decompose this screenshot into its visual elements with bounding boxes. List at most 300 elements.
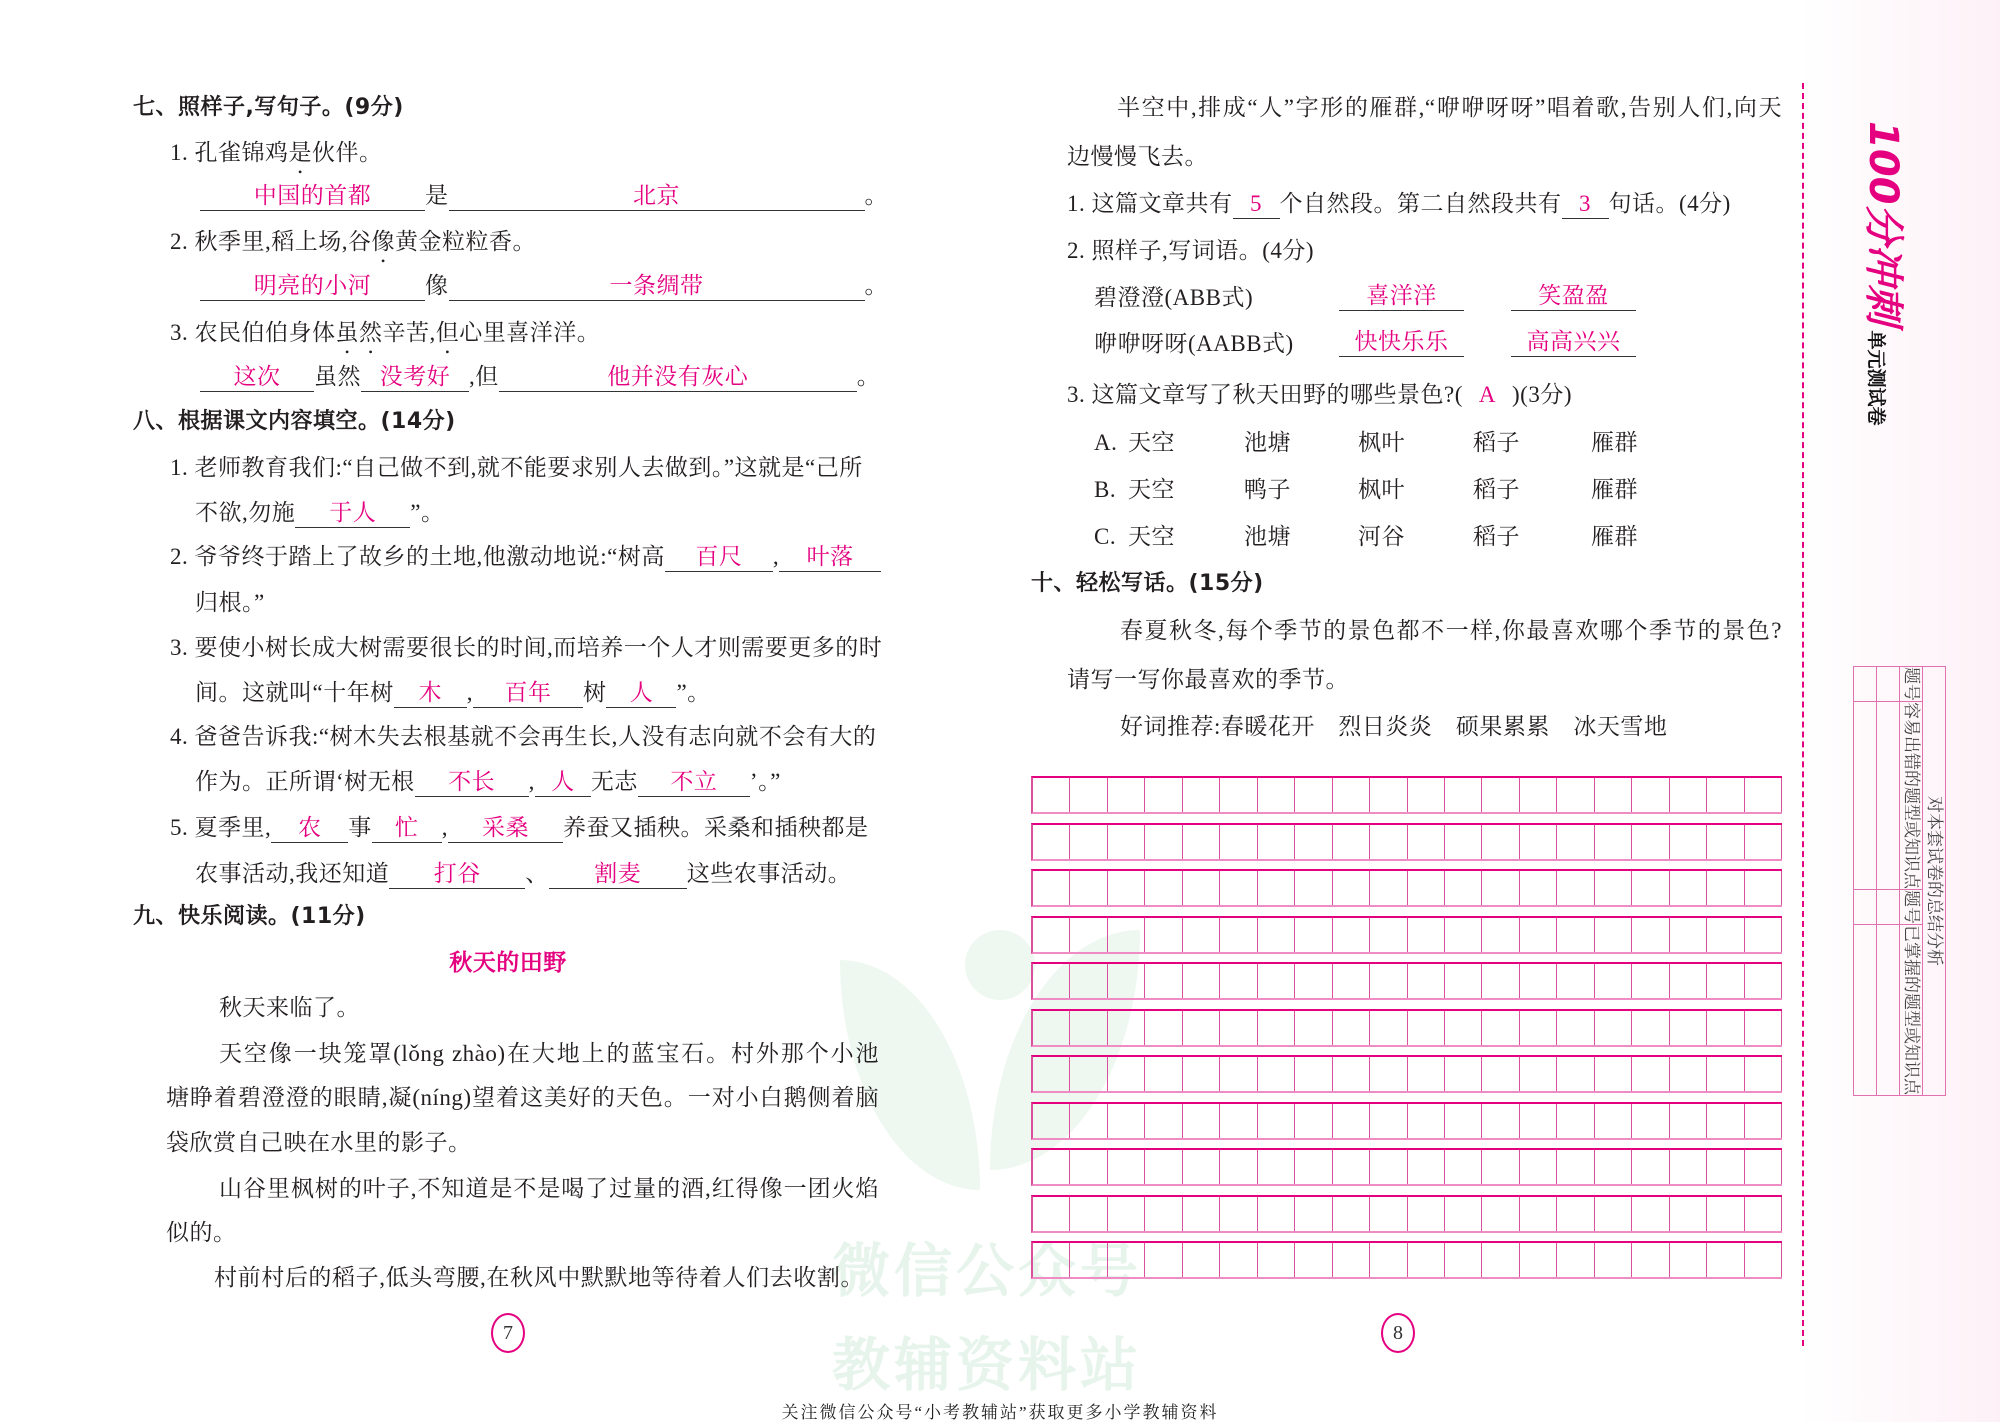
grid-cell[interactable] bbox=[1595, 1057, 1632, 1091]
summary-cell[interactable] bbox=[1854, 890, 1877, 925]
grid-cell[interactable] bbox=[1295, 778, 1332, 812]
grid-cell[interactable] bbox=[1595, 918, 1632, 952]
grid-cell[interactable] bbox=[1632, 1150, 1669, 1184]
answer-blank[interactable]: 不立 bbox=[638, 768, 750, 797]
grid-cell[interactable] bbox=[1707, 778, 1744, 812]
grid-cell[interactable] bbox=[1033, 1011, 1070, 1045]
grid-cell[interactable] bbox=[1333, 1243, 1370, 1277]
grid-cell[interactable] bbox=[1220, 778, 1257, 812]
summary-cell[interactable] bbox=[1877, 925, 1900, 1096]
answer-blank[interactable]: 高高兴兴 bbox=[1511, 328, 1636, 357]
grid-cell[interactable] bbox=[1445, 871, 1482, 905]
grid-cell[interactable] bbox=[1033, 964, 1070, 998]
grid-cell[interactable] bbox=[1445, 1150, 1482, 1184]
grid-cell[interactable] bbox=[1370, 871, 1407, 905]
grid-cell[interactable] bbox=[1258, 825, 1295, 859]
summary-col-question-no-2: 题号 bbox=[1900, 890, 1923, 925]
grid-cell[interactable] bbox=[1595, 1197, 1632, 1231]
grid-cell[interactable] bbox=[1070, 871, 1107, 905]
grid-cell[interactable] bbox=[1707, 964, 1744, 998]
grid-cell[interactable] bbox=[1520, 1011, 1557, 1045]
grid-cell[interactable] bbox=[1295, 1197, 1332, 1231]
grid-cell[interactable] bbox=[1220, 1150, 1257, 1184]
grid-cell[interactable] bbox=[1070, 1011, 1107, 1045]
sentence-text: 个自然段。第二自然段共有 bbox=[1279, 191, 1562, 216]
grid-cell[interactable] bbox=[1482, 825, 1519, 859]
grid-cell[interactable] bbox=[1183, 778, 1220, 812]
choice-answer[interactable]: A bbox=[1478, 382, 1496, 407]
grid-cell[interactable] bbox=[1482, 1057, 1519, 1091]
grid-cell[interactable] bbox=[1258, 1104, 1295, 1138]
grid-cell[interactable] bbox=[1258, 1197, 1295, 1231]
grid-cell[interactable] bbox=[1370, 825, 1407, 859]
grid-cell[interactable] bbox=[1295, 964, 1332, 998]
grid-cell[interactable] bbox=[1370, 778, 1407, 812]
grid-cell[interactable] bbox=[1557, 1150, 1594, 1184]
grid-cell[interactable] bbox=[1295, 918, 1332, 952]
grid-cell[interactable] bbox=[1745, 1150, 1782, 1184]
answer-blank[interactable]: 5 bbox=[1233, 190, 1280, 219]
grid-row bbox=[1031, 823, 1782, 861]
grid-cell[interactable] bbox=[1557, 918, 1594, 952]
answer-blank[interactable]: 割麦 bbox=[549, 860, 687, 889]
summary-cell[interactable] bbox=[1877, 667, 1900, 702]
passage-line: 塘睁着碧澄澄的眼睛,凝(níng)望着这美好的天色。一对小白鹅侧着脑 bbox=[166, 1085, 879, 1110]
grid-cell[interactable] bbox=[1520, 1197, 1557, 1231]
answer-blank[interactable]: 百年 bbox=[473, 679, 583, 708]
grid-cell[interactable] bbox=[1520, 918, 1557, 952]
punctuation: , bbox=[466, 680, 473, 705]
emphasized-word: 虽然 bbox=[335, 320, 383, 345]
grid-cell[interactable] bbox=[1070, 964, 1107, 998]
grid-cell[interactable] bbox=[1745, 825, 1782, 859]
grid-cell[interactable] bbox=[1295, 1150, 1332, 1184]
grid-cell[interactable] bbox=[1707, 871, 1744, 905]
grid-cell[interactable] bbox=[1408, 778, 1445, 812]
grid-cell[interactable] bbox=[1520, 1150, 1557, 1184]
grid-cell[interactable] bbox=[1557, 1197, 1594, 1231]
grid-cell[interactable] bbox=[1445, 964, 1482, 998]
grid-cell[interactable] bbox=[1070, 1243, 1107, 1277]
grid-cell[interactable] bbox=[1445, 1243, 1482, 1277]
grid-cell[interactable] bbox=[1745, 1057, 1782, 1091]
grid-cell[interactable] bbox=[1220, 1197, 1257, 1231]
grid-cell[interactable] bbox=[1445, 1197, 1482, 1231]
answer-blank[interactable]: 明亮的小河 bbox=[200, 272, 425, 301]
grid-cell[interactable] bbox=[1370, 1104, 1407, 1138]
grid-cell[interactable] bbox=[1670, 1150, 1707, 1184]
answer-blank[interactable]: 采桑 bbox=[448, 814, 563, 843]
grid-cell[interactable] bbox=[1033, 1104, 1070, 1138]
grid-cell[interactable] bbox=[1108, 1197, 1145, 1231]
grid-cell[interactable] bbox=[1632, 1011, 1669, 1045]
grid-cell[interactable] bbox=[1295, 1243, 1332, 1277]
grid-cell[interactable] bbox=[1370, 918, 1407, 952]
grid-cell[interactable] bbox=[1183, 1057, 1220, 1091]
grid-cell[interactable] bbox=[1670, 1104, 1707, 1138]
sentence-text: 像 bbox=[425, 273, 449, 298]
grid-cell[interactable] bbox=[1445, 778, 1482, 812]
grid-cell[interactable] bbox=[1408, 1011, 1445, 1045]
item-number: 1. bbox=[170, 455, 189, 480]
grid-cell[interactable] bbox=[1670, 1011, 1707, 1045]
grid-cell[interactable] bbox=[1745, 1243, 1782, 1277]
answer-blank[interactable]: 北京 bbox=[449, 182, 865, 211]
grid-cell[interactable] bbox=[1408, 825, 1445, 859]
grid-cell[interactable] bbox=[1445, 1104, 1482, 1138]
grid-cell[interactable] bbox=[1670, 1197, 1707, 1231]
answer-blank[interactable]: 喜洋洋 bbox=[1339, 282, 1464, 311]
answer-blank[interactable]: 人 bbox=[606, 679, 676, 708]
grid-cell[interactable] bbox=[1145, 1104, 1182, 1138]
grid-cell[interactable] bbox=[1707, 1057, 1744, 1091]
grid-cell[interactable] bbox=[1333, 871, 1370, 905]
grid-cell[interactable] bbox=[1632, 1197, 1669, 1231]
grid-cell[interactable] bbox=[1408, 1197, 1445, 1231]
grid-cell[interactable] bbox=[1108, 871, 1145, 905]
watermark-leaf bbox=[840, 960, 980, 1190]
grid-cell[interactable] bbox=[1707, 1150, 1744, 1184]
grid-cell[interactable] bbox=[1557, 1011, 1594, 1045]
grid-cell[interactable] bbox=[1033, 871, 1070, 905]
grid-cell[interactable] bbox=[1070, 1104, 1107, 1138]
grid-cell[interactable] bbox=[1745, 1011, 1782, 1045]
grid-cell[interactable] bbox=[1108, 918, 1145, 952]
grid-cell[interactable] bbox=[1108, 1243, 1145, 1277]
sentence-text: 虽然 bbox=[314, 364, 361, 389]
grid-cell[interactable] bbox=[1258, 964, 1295, 998]
grid-cell[interactable] bbox=[1408, 1104, 1445, 1138]
grid-cell[interactable] bbox=[1183, 1011, 1220, 1045]
q8-item-2 bbox=[170, 542, 881, 572]
grid-cell[interactable] bbox=[1295, 1057, 1332, 1091]
grid-cell[interactable] bbox=[1595, 1104, 1632, 1138]
grid-cell[interactable] bbox=[1670, 918, 1707, 952]
grid-cell[interactable] bbox=[1145, 1197, 1182, 1231]
grid-cell[interactable] bbox=[1632, 1104, 1669, 1138]
grid-cell[interactable] bbox=[1670, 1243, 1707, 1277]
grid-cell[interactable] bbox=[1557, 964, 1594, 998]
grid-cell[interactable] bbox=[1070, 1150, 1107, 1184]
grid-cell[interactable] bbox=[1145, 964, 1182, 998]
grid-cell[interactable] bbox=[1595, 871, 1632, 905]
writing-grid[interactable] bbox=[1031, 776, 1782, 1288]
grid-cell[interactable] bbox=[1595, 825, 1632, 859]
summary-cell[interactable] bbox=[1854, 667, 1877, 702]
grid-cell[interactable] bbox=[1070, 778, 1107, 812]
grid-cell[interactable] bbox=[1145, 918, 1182, 952]
grid-cell[interactable] bbox=[1258, 1011, 1295, 1045]
grid-cell[interactable] bbox=[1670, 825, 1707, 859]
grid-cell[interactable] bbox=[1183, 1150, 1220, 1184]
grid-cell[interactable] bbox=[1707, 1104, 1744, 1138]
grid-cell[interactable] bbox=[1670, 1057, 1707, 1091]
grid-cell[interactable] bbox=[1070, 825, 1107, 859]
grid-cell[interactable] bbox=[1333, 1011, 1370, 1045]
grid-row bbox=[1031, 1102, 1782, 1140]
grid-cell[interactable] bbox=[1595, 1150, 1632, 1184]
grid-cell[interactable] bbox=[1707, 825, 1744, 859]
grid-cell[interactable] bbox=[1745, 871, 1782, 905]
grid-cell[interactable] bbox=[1707, 1197, 1744, 1231]
grid-cell[interactable] bbox=[1520, 1057, 1557, 1091]
grid-cell[interactable] bbox=[1258, 1057, 1295, 1091]
grid-cell[interactable] bbox=[1070, 1197, 1107, 1231]
grid-cell[interactable] bbox=[1333, 964, 1370, 998]
grid-cell[interactable] bbox=[1220, 1057, 1257, 1091]
grid-cell[interactable] bbox=[1145, 871, 1182, 905]
grid-cell[interactable] bbox=[1520, 825, 1557, 859]
grid-cell[interactable] bbox=[1108, 778, 1145, 812]
grid-cell[interactable] bbox=[1408, 964, 1445, 998]
item-number: 3. bbox=[1067, 382, 1086, 407]
grid-cell[interactable] bbox=[1258, 778, 1295, 812]
grid-cell[interactable] bbox=[1108, 1057, 1145, 1091]
grid-cell[interactable] bbox=[1557, 1057, 1594, 1091]
grid-cell[interactable] bbox=[1370, 1011, 1407, 1045]
grid-cell[interactable] bbox=[1220, 871, 1257, 905]
answer-blank[interactable]: 于人 bbox=[295, 499, 410, 528]
grid-cell[interactable] bbox=[1632, 1243, 1669, 1277]
grid-cell[interactable] bbox=[1033, 918, 1070, 952]
grid-cell[interactable] bbox=[1482, 1011, 1519, 1045]
option-c[interactable]: C. bbox=[1094, 524, 1117, 549]
grid-cell[interactable] bbox=[1295, 1104, 1332, 1138]
grid-cell[interactable] bbox=[1520, 1104, 1557, 1138]
grid-cell[interactable] bbox=[1220, 825, 1257, 859]
grid-cell[interactable] bbox=[1632, 918, 1669, 952]
grid-cell[interactable] bbox=[1557, 1104, 1594, 1138]
grid-cell[interactable] bbox=[1520, 871, 1557, 905]
answer-blank[interactable]: 这次 bbox=[200, 363, 314, 392]
passage-line: 袋欣赏自己映在水里的影子。 bbox=[166, 1130, 472, 1155]
grid-cell[interactable] bbox=[1370, 1243, 1407, 1277]
grid-cell[interactable] bbox=[1595, 1243, 1632, 1277]
q9-q2-row-abb: 碧澄澄(ABB式) bbox=[1094, 285, 1254, 310]
grid-row bbox=[1031, 962, 1782, 1000]
grid-cell[interactable] bbox=[1707, 918, 1744, 952]
grid-cell[interactable] bbox=[1070, 918, 1107, 952]
grid-cell[interactable] bbox=[1145, 825, 1182, 859]
grid-cell[interactable] bbox=[1333, 1057, 1370, 1091]
grid-cell[interactable] bbox=[1033, 1197, 1070, 1231]
grid-cell[interactable] bbox=[1220, 918, 1257, 952]
summary-table bbox=[1853, 666, 1946, 1096]
grid-cell[interactable] bbox=[1108, 1011, 1145, 1045]
grid-cell[interactable] bbox=[1183, 1197, 1220, 1231]
grid-cell[interactable] bbox=[1632, 871, 1669, 905]
grid-cell[interactable] bbox=[1670, 871, 1707, 905]
grid-cell[interactable] bbox=[1445, 1057, 1482, 1091]
cut-line bbox=[1802, 83, 1804, 1346]
sentence-text: 句话。(4分) bbox=[1608, 191, 1731, 216]
grid-cell[interactable] bbox=[1595, 778, 1632, 812]
punctuation: ”。 bbox=[410, 500, 445, 525]
grid-cell[interactable] bbox=[1745, 964, 1782, 998]
grid-cell[interactable] bbox=[1183, 871, 1220, 905]
answer-blank[interactable]: 没考好 bbox=[361, 363, 469, 392]
grid-cell[interactable] bbox=[1482, 1197, 1519, 1231]
grid-cell[interactable] bbox=[1108, 1104, 1145, 1138]
brand-logo bbox=[1858, 121, 1915, 426]
grid-cell[interactable] bbox=[1670, 778, 1707, 812]
grid-cell[interactable] bbox=[1482, 778, 1519, 812]
grid-cell[interactable] bbox=[1145, 1057, 1182, 1091]
item-number: 2. bbox=[170, 229, 189, 254]
grid-row bbox=[1031, 1241, 1782, 1279]
sentence-text: 秋季里,稻上场,谷 bbox=[194, 229, 372, 254]
grid-cell[interactable] bbox=[1295, 825, 1332, 859]
grid-cell[interactable] bbox=[1183, 918, 1220, 952]
option-item: 稻子 bbox=[1473, 430, 1520, 455]
grid-cell[interactable] bbox=[1220, 964, 1257, 998]
grid-cell[interactable] bbox=[1408, 1150, 1445, 1184]
grid-cell[interactable] bbox=[1482, 964, 1519, 998]
grid-cell[interactable] bbox=[1632, 825, 1669, 859]
grid-cell[interactable] bbox=[1033, 778, 1070, 812]
grid-cell[interactable] bbox=[1295, 1011, 1332, 1045]
grid-cell[interactable] bbox=[1670, 964, 1707, 998]
summary-col-question-no: 题号 bbox=[1900, 667, 1923, 702]
grid-cell[interactable] bbox=[1033, 1243, 1070, 1277]
answer-blank[interactable]: 百尺 bbox=[665, 543, 773, 572]
answer-blank[interactable]: 打谷 bbox=[389, 860, 525, 889]
answer-blank[interactable]: 中国的首都 bbox=[200, 182, 425, 211]
grid-cell[interactable] bbox=[1408, 1243, 1445, 1277]
grid-cell[interactable] bbox=[1632, 964, 1669, 998]
grid-cell[interactable] bbox=[1445, 918, 1482, 952]
page-number-right: 8 bbox=[1381, 1313, 1415, 1353]
grid-cell[interactable] bbox=[1258, 1243, 1295, 1277]
grid-cell[interactable] bbox=[1595, 964, 1632, 998]
page-number-left: 7 bbox=[491, 1313, 525, 1353]
grid-cell[interactable] bbox=[1445, 1011, 1482, 1045]
grid-cell[interactable] bbox=[1370, 1057, 1407, 1091]
answer-blank[interactable]: 快快乐乐 bbox=[1339, 328, 1464, 357]
passage-line: 秋天来临了。 bbox=[219, 995, 360, 1020]
grid-cell[interactable] bbox=[1370, 1150, 1407, 1184]
grid-cell[interactable] bbox=[1220, 1243, 1257, 1277]
grid-cell[interactable] bbox=[1482, 1243, 1519, 1277]
answer-blank[interactable]: 不长 bbox=[415, 768, 529, 797]
sentence-text: 是 bbox=[425, 183, 449, 208]
grid-cell[interactable] bbox=[1220, 1104, 1257, 1138]
grid-cell[interactable] bbox=[1183, 825, 1220, 859]
grid-cell[interactable] bbox=[1745, 1104, 1782, 1138]
grid-cell[interactable] bbox=[1482, 918, 1519, 952]
grid-cell[interactable] bbox=[1707, 1011, 1744, 1045]
grid-cell[interactable] bbox=[1557, 825, 1594, 859]
grid-cell[interactable] bbox=[1520, 1243, 1557, 1277]
grid-cell[interactable] bbox=[1632, 1057, 1669, 1091]
grid-cell[interactable] bbox=[1183, 1243, 1220, 1277]
grid-cell[interactable] bbox=[1482, 1150, 1519, 1184]
grid-cell[interactable] bbox=[1258, 871, 1295, 905]
grid-cell[interactable] bbox=[1183, 1104, 1220, 1138]
summary-cell[interactable] bbox=[1854, 702, 1877, 890]
sentence-text: 无志 bbox=[590, 769, 638, 794]
grid-cell[interactable] bbox=[1258, 1150, 1295, 1184]
grid-cell[interactable] bbox=[1408, 918, 1445, 952]
q7-item-2 bbox=[170, 227, 536, 268]
grid-cell[interactable] bbox=[1408, 1057, 1445, 1091]
grid-cell[interactable] bbox=[1295, 871, 1332, 905]
grid-cell[interactable] bbox=[1145, 1150, 1182, 1184]
option-a[interactable]: A. bbox=[1094, 430, 1118, 455]
answer-blank[interactable]: 农 bbox=[271, 814, 348, 843]
grid-cell[interactable] bbox=[1333, 1197, 1370, 1231]
grid-cell[interactable] bbox=[1333, 918, 1370, 952]
summary-cell[interactable] bbox=[1877, 890, 1900, 925]
answer-blank[interactable]: 忙 bbox=[372, 814, 442, 843]
answer-blank[interactable]: 一条绸带 bbox=[449, 272, 865, 301]
grid-cell[interactable] bbox=[1520, 778, 1557, 812]
answer-blank[interactable]: 笑盈盈 bbox=[1511, 282, 1636, 311]
item-number: 1. bbox=[1067, 191, 1086, 216]
grid-cell[interactable] bbox=[1333, 778, 1370, 812]
answer-blank[interactable]: 木 bbox=[394, 679, 467, 708]
grid-cell[interactable] bbox=[1108, 964, 1145, 998]
grid-cell[interactable] bbox=[1183, 964, 1220, 998]
section-7-heading: 七、照样子,写句子。(9分) bbox=[133, 95, 404, 120]
answer-blank[interactable]: 3 bbox=[1562, 190, 1609, 219]
grid-cell[interactable] bbox=[1482, 871, 1519, 905]
grid-cell[interactable] bbox=[1333, 1104, 1370, 1138]
grid-cell[interactable] bbox=[1145, 1243, 1182, 1277]
grid-cell[interactable] bbox=[1745, 918, 1782, 952]
grid-cell[interactable] bbox=[1033, 1150, 1070, 1184]
grid-cell[interactable] bbox=[1745, 778, 1782, 812]
grid-cell[interactable] bbox=[1595, 1011, 1632, 1045]
option-b[interactable]: B. bbox=[1094, 477, 1117, 502]
passage-line: 半空中,排成“人”字形的雁群,“咿咿呀呀”唱着歌,告别人们,向天 bbox=[1117, 95, 1782, 120]
grid-cell[interactable] bbox=[1070, 1057, 1107, 1091]
answer-blank[interactable]: 人 bbox=[535, 768, 591, 797]
answer-blank[interactable]: 叶落 bbox=[779, 543, 881, 572]
grid-cell[interactable] bbox=[1745, 1197, 1782, 1231]
option-item: 天空 bbox=[1128, 430, 1175, 455]
grid-cell[interactable] bbox=[1258, 918, 1295, 952]
grid-cell[interactable] bbox=[1108, 1150, 1145, 1184]
grid-cell[interactable] bbox=[1408, 871, 1445, 905]
grid-cell[interactable] bbox=[1482, 1104, 1519, 1138]
grid-cell[interactable] bbox=[1370, 964, 1407, 998]
grid-cell[interactable] bbox=[1108, 825, 1145, 859]
grid-cell[interactable] bbox=[1445, 825, 1482, 859]
grid-cell[interactable] bbox=[1220, 1011, 1257, 1045]
grid-cell[interactable] bbox=[1557, 871, 1594, 905]
grid-cell[interactable] bbox=[1557, 778, 1594, 812]
answer-blank[interactable]: 他并没有灰心 bbox=[499, 363, 857, 392]
grid-cell[interactable] bbox=[1333, 1150, 1370, 1184]
summary-cell[interactable] bbox=[1854, 925, 1877, 1096]
section-9-heading: 九、快乐阅读。(11分) bbox=[133, 904, 366, 929]
grid-cell[interactable] bbox=[1033, 1057, 1070, 1091]
grid-cell[interactable] bbox=[1370, 1197, 1407, 1231]
grid-cell[interactable] bbox=[1557, 1243, 1594, 1277]
grid-cell[interactable] bbox=[1520, 964, 1557, 998]
grid-cell[interactable] bbox=[1145, 778, 1182, 812]
q9-question-1 bbox=[1067, 189, 1731, 219]
punctuation: , bbox=[528, 769, 535, 794]
grid-cell[interactable] bbox=[1033, 825, 1070, 859]
summary-cell[interactable] bbox=[1877, 702, 1900, 890]
punctuation: 。 bbox=[864, 273, 888, 298]
grid-cell[interactable] bbox=[1707, 1243, 1744, 1277]
grid-cell[interactable] bbox=[1632, 778, 1669, 812]
grid-cell[interactable] bbox=[1145, 1011, 1182, 1045]
grid-cell[interactable] bbox=[1333, 825, 1370, 859]
